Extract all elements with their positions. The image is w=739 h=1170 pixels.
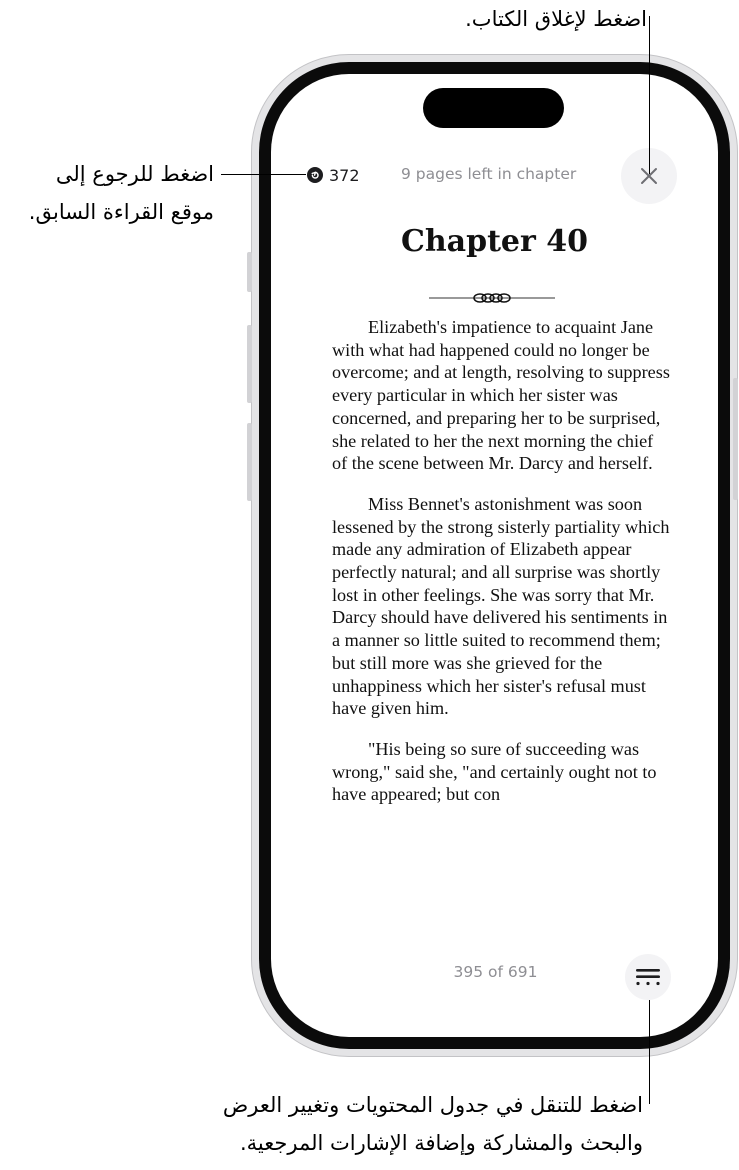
book-page-text[interactable] (332, 316, 672, 896)
reader-menu-button[interactable] (625, 954, 671, 1000)
back-callout-leader-line (221, 174, 306, 175)
previous-page-number: 372 (329, 165, 360, 185)
chapter-title: Chapter 40 (400, 224, 589, 259)
back-arrow-icon (307, 167, 323, 183)
volume-down-button (247, 423, 252, 501)
book-paragraph: Miss Bennet's astonishment was soon lessened by the strong sisterly partiality which made any admiration of Elizabeth appear perfectly natural; and all surprise was shortly lost in other feelings. She was sorry that Mr. Darcy should have delivered his sentiments in a manner so little suited to recommend them; but still more was she grieved for the unhappiness which her sister's refusal must have given him. (332, 493, 670, 719)
back-to-previous-location-button[interactable] (307, 162, 360, 188)
previous-location-callout-line1: اضغط للرجوع إلى (55, 162, 214, 186)
close-callout-leader-line (649, 16, 650, 174)
book-paragraph: "His being so sure of succeeding was wrong," said she, "and certainly ought not to have appeared; but con (332, 738, 657, 805)
previous-location-callout (29, 155, 214, 231)
reader-menu-callout-line1: اضغط للتنقل في جدول المحتويات وتغيير العرض (222, 1093, 643, 1117)
power-button (733, 378, 738, 500)
previous-location-callout-line2: موقع القراءة السابق. (28, 200, 214, 224)
close-book-callout-text: اضغط لإغلاق الكتاب. (465, 7, 647, 31)
pages-left-in-chapter: 9 pages left in chapter (401, 165, 577, 183)
volume-up-button (247, 325, 252, 403)
reader-menu-icon (636, 967, 660, 987)
action-button (247, 252, 252, 292)
book-paragraph: Elizabeth's impatience to acquaint Jane with what had happened could no longer be overcome; and at length, resolving to suppress every particular in which her sister was concerned, and preparing her to be surprised, she related to her the next morning the chief of the scene between Mr. Darcy and herself. (332, 317, 670, 474)
chapter-ornament-icon (429, 288, 555, 308)
reader-menu-callout-line2: والبحث والمشاركة وإضافة الإشارات المرجعية. (239, 1131, 643, 1155)
menu-callout-leader-line (649, 1000, 650, 1104)
page-indicator: 395 of 691 (453, 963, 538, 981)
close-book-callout (465, 0, 647, 38)
phone-screen (271, 74, 718, 1037)
reader-top-bar (271, 74, 718, 214)
reader-menu-callout (223, 1086, 643, 1162)
